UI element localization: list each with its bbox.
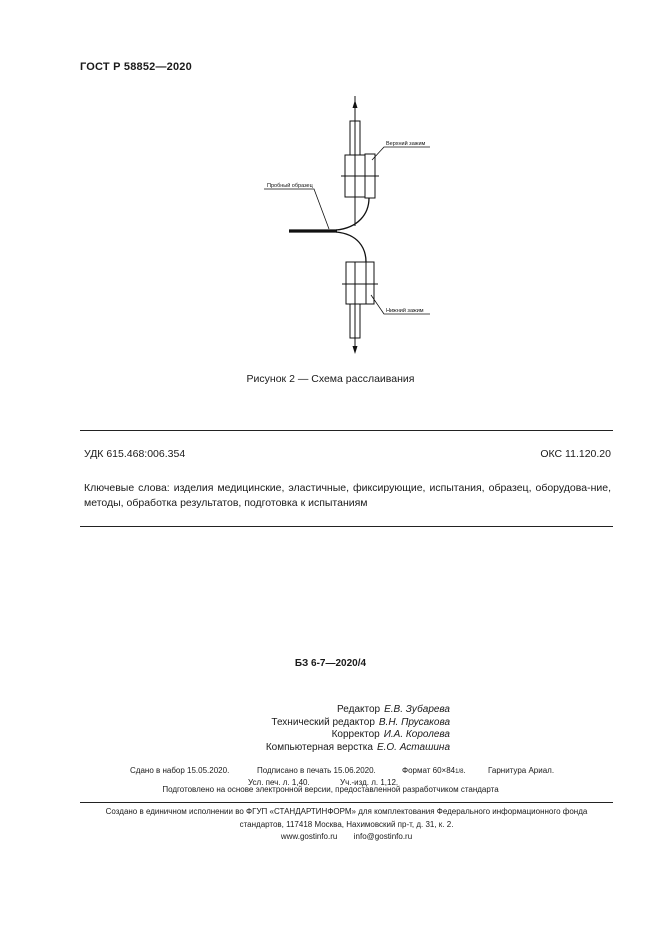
signed-date: Подписано в печать 15.06.2020. [257,766,376,775]
staff-list [150,704,450,754]
divider-bottom [80,526,613,527]
lower-clamp-label: Нижний зажим [386,308,424,314]
staff-row: Компьютерная верстка Е.О. Асташина [265,741,450,753]
keywords: Ключевые слова: изделия медицинские, эластичные, фиксирующие, испытания, образец, оборудова-ние, методы, обработка результатов, подготовка к испытаниям [84,482,611,509]
upper-clamp [341,154,379,198]
sample-label: Пробный образец [267,183,313,189]
udk-code: УДК 615.468:006.354 [84,448,186,460]
footer-line-2: стандартов, 117418 Москва, Нахимовский пр-т, д. 31, к. 2. [239,819,454,829]
publisher-footer [78,806,615,844]
staff-row: Корректор И.А. Королева [331,729,450,740]
standard-header: ГОСТ Р 58852—2020 [80,61,192,73]
sample-upper-branch [336,198,369,230]
email-link[interactable]: info@gostinfo.ru [353,832,413,841]
divider-top [80,430,613,431]
upper-clamp-label: Верхний зажим [386,141,426,147]
submitted-date: Сдано в набор 15.05.2020. [130,766,230,775]
prepared-note: Подготовлено на основе электронной версии, предоставленной разработчиком стандарта [162,785,499,794]
format-info: Формат 60×841/8. [402,766,466,775]
sample-lower-branch [336,232,366,262]
delamination-figure [0,90,661,370]
staff-row: Технический редактор В.Н. Прусакова [271,716,450,728]
font-info: Гарнитура Ариал. [488,766,555,775]
footer-contacts [78,831,615,844]
print-sheets: Усл. печ. л. 1,40. [248,778,310,787]
bz-code: БЗ 6-7—2020/4 [294,658,367,669]
upper-axis [353,96,358,226]
lower-axis [353,262,358,354]
figure-caption: Рисунок 2 — Схема расслаивания [246,373,415,385]
sample-leader [264,189,329,229]
footer-line-1: Создано в единичном исполнении во ФГУП «СТАНДАРТИНФОРМ» для комплектования Федерального информационного фонда [105,807,588,816]
edit-sheets: Уч.-изд. л. 1,12. [340,778,399,787]
divider-footer [80,802,613,803]
upper-clamp-leader [372,147,430,160]
staff-row: Редактор Е.В. Зубарева [337,704,450,715]
website-link[interactable]: www.gostinfo.ru [280,832,338,841]
oks-code: ОКС 11.120.20 [540,448,611,460]
